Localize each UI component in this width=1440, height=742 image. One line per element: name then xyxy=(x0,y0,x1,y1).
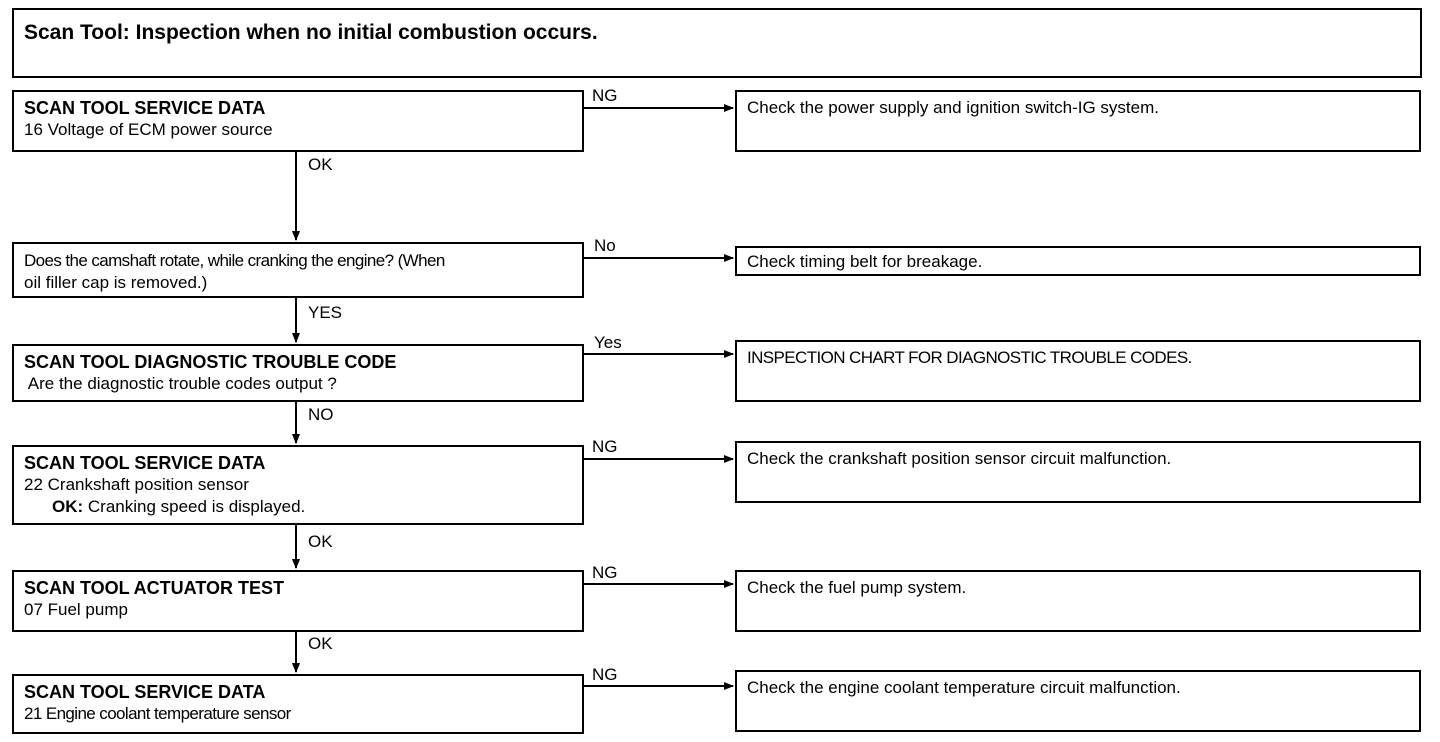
result-4-text: Check the crankshaft position sensor circuit malfunction. xyxy=(747,449,1172,468)
branch-label-2: No xyxy=(594,236,616,255)
result-1-text: Check the power supply and ignition switch-IG system. xyxy=(747,98,1159,117)
branch-label-5: NG xyxy=(592,563,618,582)
down-label-2: YES xyxy=(308,303,343,322)
branch-label-4: NG xyxy=(592,437,618,456)
result-2-text: Check timing belt for breakage. xyxy=(747,252,983,271)
step-4-ok-text: Cranking speed is displayed. xyxy=(83,497,306,516)
step-1-line-1: 16 Voltage of ECM power source xyxy=(24,120,273,139)
step-6-heading: SCAN TOOL SERVICE DATA xyxy=(24,682,266,702)
step-4-heading: SCAN TOOL SERVICE DATA xyxy=(24,453,266,473)
step-3-heading: SCAN TOOL DIAGNOSTIC TROUBLE CODE xyxy=(24,352,397,372)
down-label-1: OK xyxy=(308,155,333,174)
down-label-3: NO xyxy=(308,405,334,424)
step-5-heading: SCAN TOOL ACTUATOR TEST xyxy=(24,578,285,598)
step-2-line-2: oil filler cap is removed.) xyxy=(24,273,208,292)
result-5-text: Check the fuel pump system. xyxy=(747,578,967,597)
step-5-line-1: 07 Fuel pump xyxy=(24,600,128,619)
step-4-ok-label: OK: xyxy=(52,497,84,516)
title-text: Scan Tool: Inspection when no initial combustion occurs. xyxy=(24,21,598,44)
branch-label-1: NG xyxy=(592,86,618,105)
down-label-4: OK xyxy=(308,532,333,551)
branch-label-3: Yes xyxy=(594,333,622,352)
step-6-line-1: 21 Engine coolant temperature sensor xyxy=(24,704,291,723)
step-3-line-1: Are the diagnostic trouble codes output ? xyxy=(24,374,337,393)
result-6-text: Check the engine coolant temperature circuit malfunction. xyxy=(747,678,1181,697)
step-1-heading: SCAN TOOL SERVICE DATA xyxy=(24,98,266,118)
branch-label-6: NG xyxy=(592,665,618,684)
step-2-line-1: Does the camshaft rotate, while cranking the engine? (When xyxy=(24,251,445,270)
result-3-text: INSPECTION CHART FOR DIAGNOSTIC TROUBLE CODES. xyxy=(747,348,1192,367)
step-4-line-1: 22 Crankshaft position sensor xyxy=(24,475,249,494)
down-label-5: OK xyxy=(308,634,333,653)
